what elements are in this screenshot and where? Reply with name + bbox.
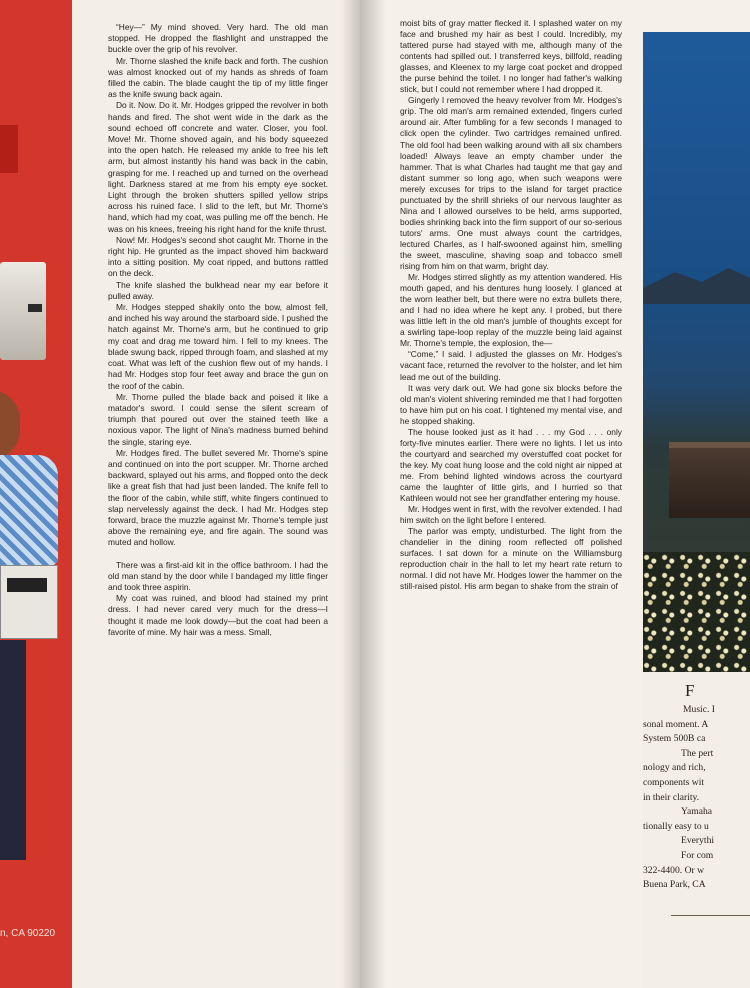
paragraph: There was a first-aid kit in the office bathroom. I had the old man stand by the door while I bandaged my little finger and took three aspirin. — [108, 559, 328, 592]
ad-headline: F — [685, 681, 695, 700]
ad-red-accent — [0, 125, 18, 173]
ad-copy — [643, 682, 750, 893]
ad-copy-line: in their clarity. — [643, 791, 700, 803]
ad-copy-line: 322-4400. Or w — [643, 864, 705, 876]
speaker-cabinet-photo — [669, 448, 750, 518]
paragraph: Now! Mr. Hodges's second shot caught Mr. Thorne in the right hip. He grunted as the impact shoved him backward into a sitting position. My coat ripped, and buttons rattled on the deck. — [108, 234, 328, 279]
story-column-left — [108, 22, 328, 638]
paragraph: Mr. Hodges stirred slightly as my attention wandered. His mouth gaped, and his dentures hung loosely. I glanced at the worn leather belt, but there were no extra bullets there, and I had no idea where he kept any. I probed, but there was little left in the old man's jumble of thoughts except for a swirling tape-loop replay of the muzzle being laid against Mr. Thorne's temple, the explosion, the— — [400, 272, 622, 349]
paragraph: “Hey—” My mind shoved. Very hard. The old man stopped. He dropped the flashlight and unstrapped the buckle over the grip of his revolver. — [108, 22, 328, 55]
paragraph: The house looked just as it had . . . my God . . . only forty-five minutes earlier. There were no lights. I let us into the courtyard and searched my overstuffed coat pocket for the key. My coat hung loose and the cold night air nipped at me. From behind lighted windows across the courtyard came the laughter of little girls, and I hurried so that Kathleen would not see her grandfather entering my house. — [400, 426, 622, 504]
ad-copy-line: sonal moment. A — [643, 718, 709, 730]
page-gutter-shadow — [340, 0, 360, 988]
paragraph: Do it. Now. Do it. Mr. Hodges gripped the revolver in both hands and fired. The shot went wide in the dark as the sound echoed off concrete and water. Closer, you fool. Move! Mr. Thorne shoved again, and his body squeezed into the open hatch. He released my ankle to free his left arm, but almost instantly his hand was back in the cabin, grasping for me. I reached up and turned on the overhead light. Darkness stared at me from his empty eye socket. Light through the broken shutters spilled yellow strips across his ruined face. I slid to the left, but Mr. Thorne's hand, which had my coat, was pulling me off the bench. He was on his knees, freeing his right hand for the knife thrust. — [108, 100, 328, 234]
ad-rule — [671, 915, 750, 916]
paragraph: The parlor was empty, undisturbed. The light from the chandelier in the dining room reflected off polished surfaces. I sat down for a minute on the Williamsburg reproduction chair in the hall to let my heart rate return to normal. I did not have Mr. Hodges lower the hammer on the still-raised pistol. His arm began to shake from the strain of — [400, 526, 622, 592]
right-advertisement — [643, 32, 750, 988]
paragraph: Gingerly I removed the heavy revolver from Mr. Hodges's grip. The old man's arm remained extended, fingers curled around air. After fumbling for a few seconds I managed to click open the cylinder. Two cartridges remained unfired. The old fool had been walking around with all six chambers loaded! Always leave an empty chamber under the hammer. That is what Charles had taught me that gay and distant summer so long ago, when such weapons were merely excuses for trips to the island for target practice punctuated by the shrill shrieks of our nervous laughter as Nina and I allowed ourselves to be held, arms supported, bodies shrinking back into the firm support of our so-serious tutors' arms. One must always count the cartridges, lectured Charles, as I half-swooned against him, smelling the sweet, masculine, shaving soap and tobacco smell rising from him on that warm, bright day. — [400, 95, 622, 272]
ad-copy-line: The pert — [681, 747, 714, 759]
paragraph: Mr. Thorne slashed the knife back and forth. The cushion was almost knocked out of my hands as shreds of foam filled the cabin. The blade caught the tip of my little finger as the knife swung back again. — [108, 55, 328, 100]
paragraph: moist bits of gray matter flecked it. I splashed water on my face and brushed my hair as best I could. Incredibly, my tattered purse had stayed with me, although many of the contents had spilled out. I transferred keys, billfold, reading glasses, and Kleenex to my large coat pocket and dropped the purse behind the toilet. I no longer had father's walking stick, but I could not remember where I had dropped it. — [400, 18, 622, 95]
model-hair — [0, 390, 20, 460]
portable-cassette-photo — [0, 565, 58, 639]
paragraph: It was very dark out. We had gone six blocks before the old man's violent shivering reminded me that I had forgotten to have him put on his coat. I tightened my mental vise, and he stopped shaking. — [400, 382, 622, 426]
paragraph: Mr. Hodges stepped shakily onto the bow, almost fell, and inched his way around the starboard side. I pushed the hatch against Mr. Thorne's arm, but he continued to grip my coat and drag me toward him. I fell to my knees. The blade swung back, ripped through foam, and slashed at my coat. What was left of the cushion flew out of my hands. I had Mr. Hodges stop four feet away and brace the gun on the roof of the cabin. — [108, 302, 328, 391]
deck-brand-plate — [28, 304, 42, 312]
paragraph: My coat was ruined, and blood had stained my print dress. I had never cared very much for the dress—I thought it made me look dowdy—but the coat had been a favorite of mine. My hair was a mess. Small, — [108, 593, 328, 637]
paragraph: Mr. Thorne pulled the blade back and poised it like a matador's sword. I could sense the silent scream of triumph that poured out over the stained teeth like a noxious vapor. The light of Nina's madness burned behind the single, staring eye. — [108, 391, 328, 447]
ad-copy-line: Music. I — [683, 704, 715, 715]
paragraph: “Come,” I said. I adjusted the glasses on Mr. Hodges's vacant face, returned the revolver to the holster, and let him lead me out of the building. — [400, 349, 622, 382]
model-pants — [0, 640, 26, 860]
ad-copy-line: System 500B ca — [643, 733, 706, 745]
paragraph: Mr. Hodges went in first, with the revolver extended. I had him switch on the light before I entered. — [400, 504, 622, 526]
ad-copy-line: Buena Park, CA — [643, 879, 706, 891]
cassette-window — [7, 578, 47, 592]
left-page — [0, 0, 360, 988]
left-advertisement — [0, 0, 72, 988]
ad-copy-line: For com — [681, 849, 714, 861]
tape-deck-photo — [0, 262, 46, 360]
ad-copy-line: nology and rich, — [643, 762, 706, 774]
paragraph: Mr. Hodges fired. The bullet severed Mr. Thorne's spine and continued on into the port scupper. Mr. Thorne arched backward, splayed out his arms, and flopped onto the deck like a great fish that had just been landed. The knife fell to the floor of the cabin, while stiff, white fingers continued to slap nervelessly against the deck. I had Mr. Hodges step forward, brace the muzzle against Mr. Thorne's temple just above the remaining eye, and fire again. The sound was muted and hollow. — [108, 447, 328, 548]
ad-copy-line: Yamaha — [681, 806, 713, 818]
page-gutter-shadow — [360, 0, 386, 988]
ad-copy-line: Everythi — [681, 835, 715, 847]
model-shirt — [0, 455, 58, 565]
story-column-right — [400, 18, 622, 592]
ad-copy-line: tionally easy to u — [643, 820, 709, 832]
ad-copy-line: components wit — [643, 776, 705, 788]
paragraph: The knife slashed the bulkhead near my ear before it pulled away. — [108, 279, 328, 301]
ad-flowers-foreground — [643, 552, 750, 672]
ad-address: n, CA 90220 — [0, 928, 56, 939]
